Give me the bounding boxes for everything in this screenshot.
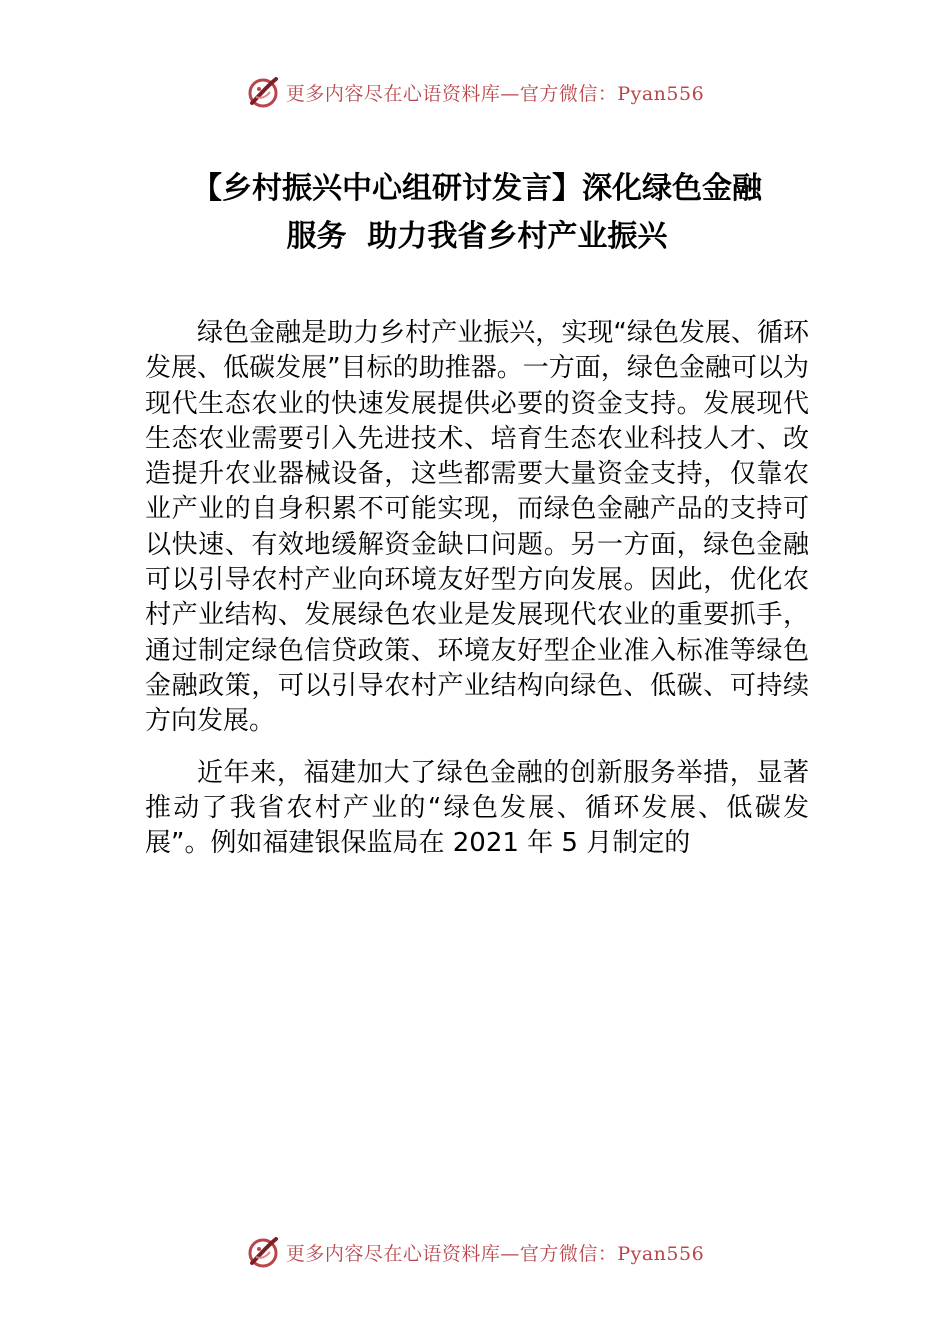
- paragraph-1: 绿色金融是助力乡村产业振兴，实现“绿色发展、循环发展、低碳发展”目标的助推器。一方面，绿色金融可以为现代生态农业的快速发展提供必要的资金支持。发展现代生态农业需要引入先进技术、培育生态农业科技人才、改造提升农业器械设备，这些都需要大量资金支持，仅靠农业产业的自身积累不可能实现，而绿色金融产品的支持可以快速、有效地缓解资金缺口问题。另一方面，绿色金融可以引导农村产业向环境友好型方向发展。因此，优化农村产业结构、发展绿色农业是发展现代农业的重要抓手，通过制定绿色信贷政策、环境友好型企业准入标准等绿色金融政策，可以引导农村产业结构向绿色、低碳、可持续方向发展。: [145, 318, 809, 737]
- brush-logo-icon: [246, 1235, 280, 1269]
- document-title: [145, 165, 809, 261]
- footer-banner: [0, 1234, 950, 1270]
- title-line-2: 服务 助力我省乡村产业振兴: [286, 219, 668, 254]
- header-banner: [0, 74, 950, 110]
- title-line-1: 【乡村振兴中心组研讨发言】深化绿色金融: [192, 171, 762, 206]
- paragraph-2: 近年来，福建加大了绿色金融的创新服务举措，显著推动了我省农村产业的“绿色发展、循环发展、低碳发展”。例如福建银保监局在 2021 年 5 月制定的: [145, 757, 809, 859]
- header-banner-text: 更多内容尽在心语资料库—官方微信：Pyan556: [285, 82, 705, 105]
- document-body: [145, 316, 809, 877]
- brush-logo-icon: [246, 75, 280, 109]
- footer-banner-text: 更多内容尽在心语资料库—官方微信：Pyan556: [285, 1242, 705, 1265]
